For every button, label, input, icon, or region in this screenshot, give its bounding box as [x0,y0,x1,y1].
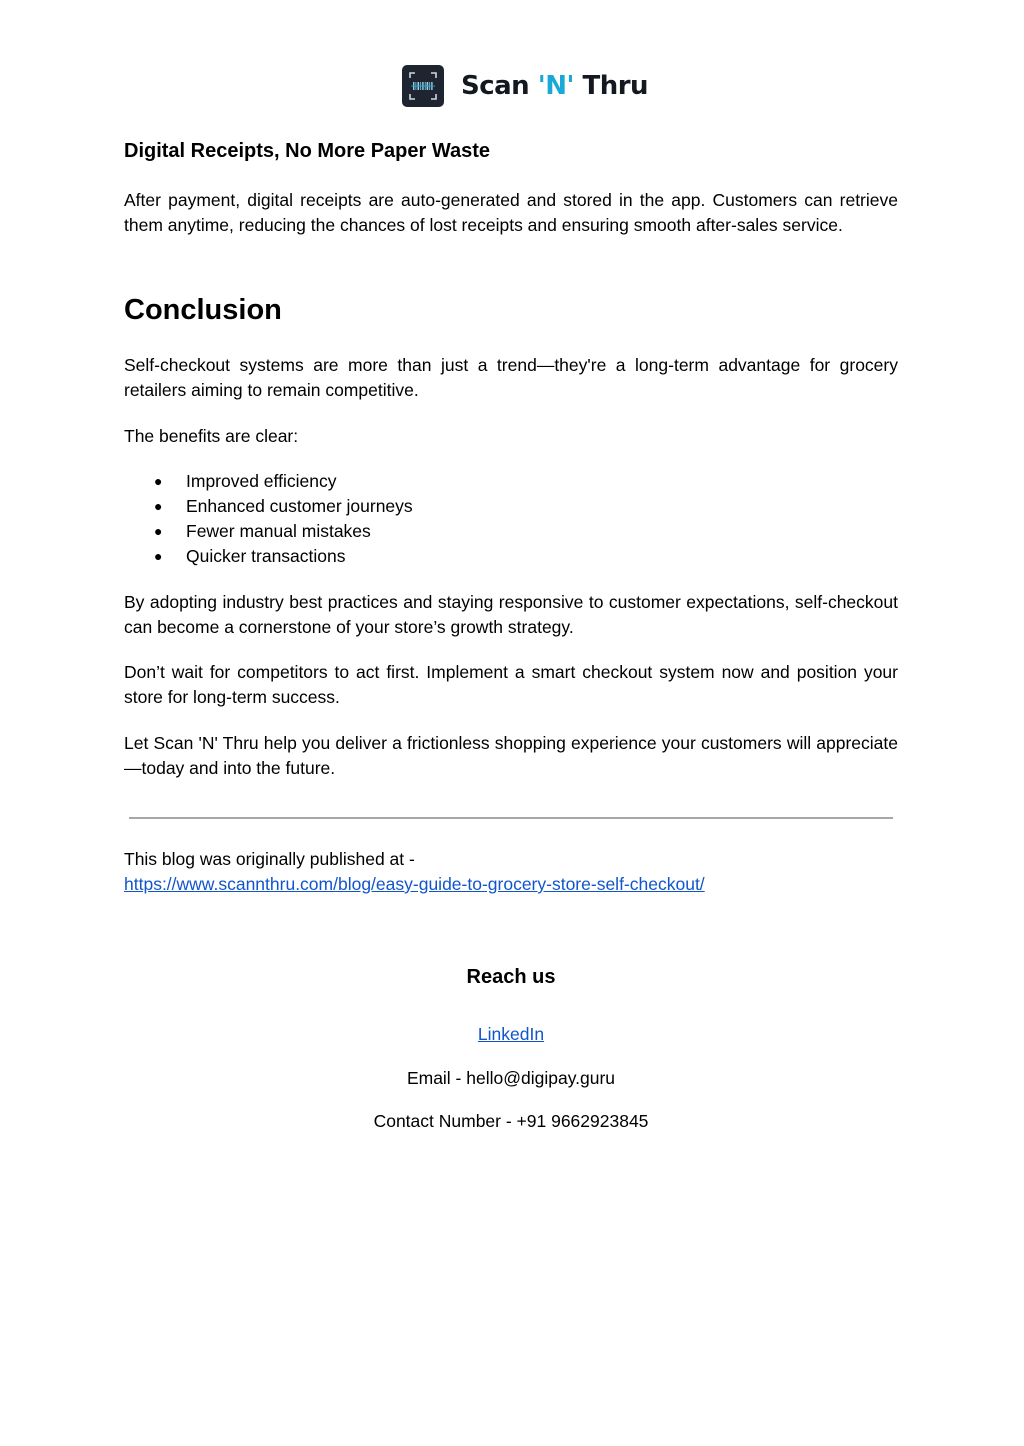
divider [129,817,893,819]
source-label: This blog was originally published at - [124,849,415,869]
source-link[interactable]: https://www.scannthru.com/blog/easy-guide-to-grocery-store-self-checkout/ [124,874,705,894]
section-paragraph: After payment, digital receipts are auto-generated and stored in the app. Customers can retrieve them anytime, reducing the chances of lost receipts and ensuring smooth after-sales service. [124,190,898,235]
conclusion-paragraph-1: By adopting industry best practices and staying responsive to customer expectations, self-checkout can become a cornerstone of your store’s growth strategy. [124,592,898,637]
conclusion-heading: Conclusion [124,294,282,326]
conclusion-paragraph-3: Let Scan 'N' Thru help you deliver a frictionless shopping experience your customers will appreciate—today and into the future. [124,733,898,778]
list-item: ● Improved efficiency [124,469,413,494]
conclusion-intro: Self-checkout systems are more than just a trend—they're a long-term advantage for grocery retailers aiming to remain competitive. [124,355,898,400]
linkedin-link[interactable]: LinkedIn [477,1024,545,1044]
phone-text: Contact Number - +91 9662923845 [373,1111,649,1131]
list-item: ● Fewer manual mistakes [124,519,413,544]
conclusion-paragraph-2: Don’t wait for competitors to act first. Implement a smart checkout system now and position your store for long-term success. [124,662,898,707]
list-item: ● Quicker transactions [124,544,413,569]
benefits-lead: The benefits are clear: [124,426,299,446]
brand-logo [402,64,648,108]
brand-name: Scan 'N' Thru [461,71,649,101]
reach-heading: Reach us [466,966,556,988]
email-text: Email - hello@digipay.guru [406,1068,616,1088]
benefits-list [124,469,413,569]
barcode-scan-icon [402,65,444,107]
list-item: ● Enhanced customer journeys [124,494,413,519]
section-heading: Digital Receipts, No More Paper Waste [124,140,491,162]
